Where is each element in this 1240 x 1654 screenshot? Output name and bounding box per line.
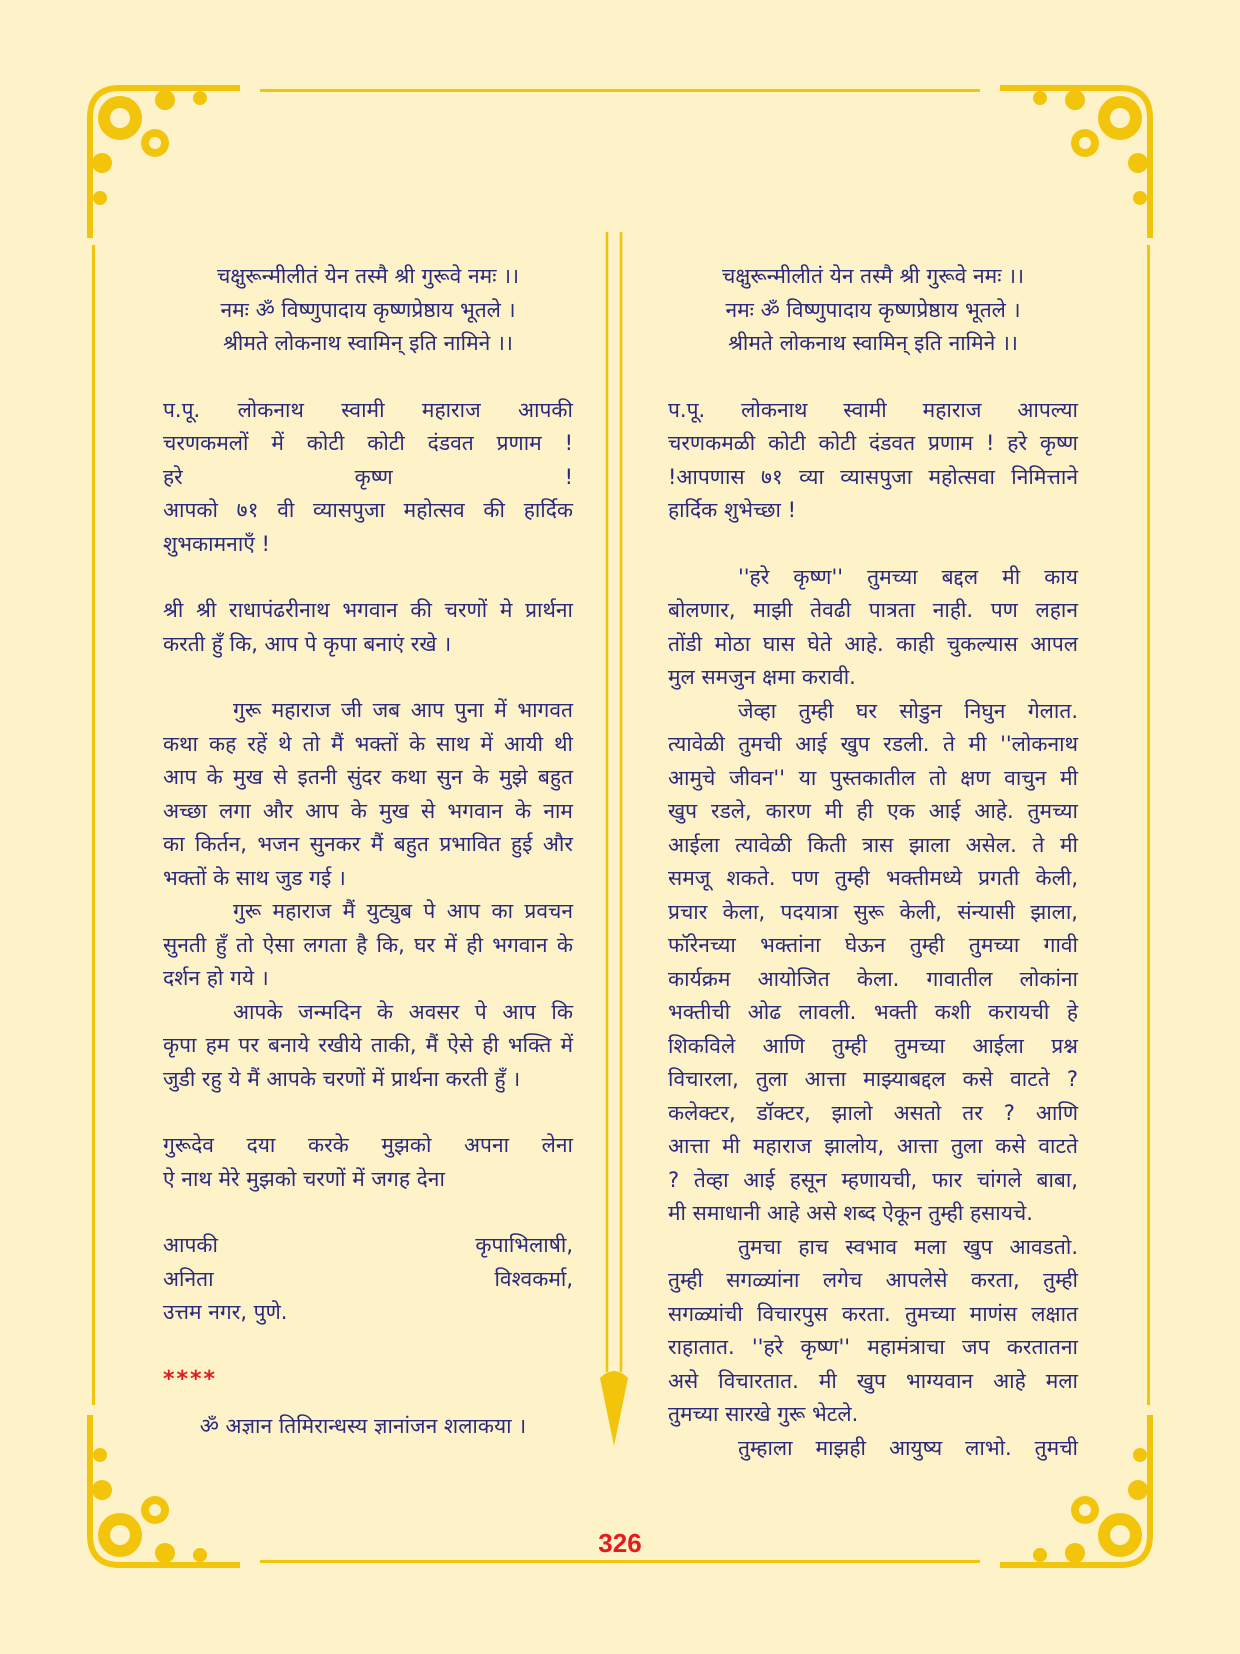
shloka-line: नमः ॐ विष्णुपादाय कृष्णप्रेष्ठाय भूतले । — [220, 297, 516, 322]
text-line: अच्छा लगा और आप के मुख से भगवान के नाम — [163, 798, 573, 823]
text-line: आत्ता मी महाराज झालोय, आत्ता तुला कसे वाटते — [668, 1134, 1078, 1158]
text-line: आपके जन्मदिन के अवसर पे आप कि — [233, 999, 573, 1024]
text-line: बोलणार, माझी तेवढी पात्रता नाही. पण लहान — [668, 598, 1078, 622]
paragraph — [668, 394, 1078, 528]
text-line: चरणकमलों में कोटी कोटी दंडवत प्रणाम ! — [163, 431, 573, 455]
paragraph — [163, 694, 573, 895]
text-line: आईला त्यावेळी किती त्रास झाला असेल. ते मी — [668, 832, 1078, 857]
text-line: दर्शन हो गये । — [163, 966, 269, 990]
text-line: मुल समजुन क्षमा करावी. — [668, 665, 856, 689]
text-line: मी समाधानी आहे असे शब्द ऐकून तुम्ही हसायचे. — [668, 1201, 1033, 1225]
text-line: जुडी रहु ये मैं आपके चरणों में प्रार्थना करती हुँ । — [163, 1066, 521, 1091]
text-line: प.पू. लोकनाथ स्वामी महाराज आपकी — [163, 397, 573, 422]
text-line: प्रचार केला, पदयात्रा सुरू केली, संन्यासी झाला, — [668, 899, 1078, 924]
text-line: शुभकामनाएँ ! — [163, 531, 270, 556]
border-right — [1147, 245, 1150, 1405]
text-line: कथा कह रहें थे तो मैं भक्तों के साथ में आयी थी — [163, 731, 573, 756]
text-line: आपको ७१ वी व्यासपुजा महोत्सव की हार्दिक — [163, 498, 573, 522]
text-line: चरणकमळी कोटी कोटी दंडवत प्रणाम ! हरे कृष्ण — [668, 431, 1078, 455]
border-left — [92, 245, 95, 1405]
closing-shloka: ॐ अज्ञान तिमिरान्धस्य ज्ञानांजन शलाकया । — [199, 1414, 527, 1438]
text-line: कृपा हम पर बनाये रखीये ताकी, मैं ऐसे ही भक्ति में — [163, 1033, 573, 1057]
text-line: तुमचा हाच स्वभाव मला खुप आवडतो. — [738, 1234, 1078, 1259]
text-line: त्यावेळी तुमची आई खुप रडली. ते मी ''लोकनाथ — [668, 732, 1078, 756]
text-line: उत्तम नगर, पुणे. — [163, 1300, 288, 1324]
text-line: तोंडी मोठा घास घेते आहे. काही चुकल्यास आपल — [668, 631, 1078, 656]
text-line: हार्दिक शुभेच्छा ! — [668, 498, 797, 522]
paragraph — [163, 394, 573, 562]
right-column-marathi — [668, 260, 1078, 1465]
text-line: जेव्हा तुम्ही घर सोडुन निघुन गेलात. — [738, 698, 1078, 723]
text-line: आप के मुख से इतनी सुंदर कथा सुन के मुझे बहुत — [163, 765, 573, 789]
paragraph — [163, 594, 573, 661]
text-line: ऐ नाथ मेरे मुझको चरणों में जगह देना — [163, 1166, 445, 1191]
paragraph — [163, 1229, 573, 1330]
text-line: तुमच्या सारखे गुरू भेटले. — [668, 1402, 859, 1426]
separator-stars: **** — [163, 1366, 218, 1392]
text-line: विचारला, तुला आत्ता माझ्याबद्दल कसे वाटते ? — [668, 1067, 1078, 1091]
text-line: सुनती हुँ तो ऐसा लगता है कि, घर में ही भगवान के — [163, 932, 573, 957]
paragraph — [163, 996, 573, 1097]
text-line: ? तेव्हा आई हसून म्हणायची, फार चांगले बाबा, — [668, 1167, 1078, 1192]
text-line: असे विचारतात. मी खुप भाग्यवान आहे मला — [668, 1368, 1078, 1393]
letter-body — [668, 394, 1078, 1466]
text-line: भक्तीची ओढ लावली. भक्ती कशी करायची हे — [668, 1000, 1078, 1024]
text-line: !आपणास ७१ व्या व्यासपुजा महोत्सवा निमित्ताने — [668, 464, 1078, 489]
floral-corner-ornament-icon — [990, 78, 1160, 248]
text-line: प.पू. लोकनाथ स्वामी महाराज आपल्या — [668, 397, 1078, 422]
text-line: का किर्तन, भजन सुनकर मैं बहुत प्रभावित हुई और — [163, 832, 573, 856]
page-number: 326 — [598, 1528, 642, 1558]
shloka-line: चक्षुरून्मीलीतं येन तस्मै श्री गुरूवे नमः ।। — [721, 264, 1025, 288]
paragraph — [668, 561, 1078, 695]
text-line: सगळ्यांची विचारपुस करता. तुमच्या माणंस लक्षात — [668, 1301, 1078, 1326]
text-line: खुप रडले, कारण मी ही एक आई आहे. तुमच्या — [668, 799, 1078, 823]
text-line: शिकविले आणि तुम्ही तुमच्या आईला प्रश्न — [668, 1033, 1078, 1058]
divider-drop-icon — [598, 1368, 630, 1448]
paragraph — [163, 895, 573, 996]
text-line: आमुचे जीवन'' या पुस्तकातील तो क्षण वाचुन मी — [668, 765, 1078, 790]
text-line: भक्तों के साथ जुड गई । — [163, 865, 346, 890]
opening-shloka — [163, 260, 573, 361]
text-line: ''हरे कृष्ण'' तुमच्या बद्दल मी काय — [738, 564, 1078, 589]
text-line: गुरू महाराज जी जब आप पुना में भागवत — [233, 698, 573, 722]
text-line: समजू शकते. पण तुम्ही भक्तीमध्ये प्रगती केली, — [668, 866, 1078, 890]
left-column-hindi — [163, 260, 573, 1444]
paragraph — [668, 695, 1078, 1231]
paragraph — [668, 1432, 1078, 1466]
text-line: कार्यक्रम आयोजित केला. गावातील लोकांना — [668, 966, 1078, 991]
text-line: तुम्ही सगळ्यांना लगेच आपलेसे करता, तुम्ही — [668, 1268, 1078, 1292]
floral-corner-ornament-icon — [80, 78, 250, 248]
paragraph — [163, 1129, 573, 1196]
text-line: आपकी कृपाभिलाषी, — [163, 1233, 573, 1257]
shloka-line: चक्षुरून्मीलीतं येन तस्मै श्री गुरूवे नमः ।। — [216, 264, 520, 288]
text-line: श्री श्री राधापंढरीनाथ भगवान की चरणों मे प्रार्थना — [163, 598, 573, 622]
letter-body — [163, 394, 573, 1330]
shloka-line: नमः ॐ विष्णुपादाय कृष्णप्रेष्ठाय भूतले । — [725, 297, 1021, 322]
column-divider — [603, 232, 625, 1382]
shloka-line: श्रीमते लोकनाथ स्वामिन् इति नामिने ।। — [728, 331, 1018, 355]
paragraph — [668, 1231, 1078, 1432]
border-top — [260, 89, 980, 92]
shloka-line: श्रीमते लोकनाथ स्वामिन् इति नामिने ।। — [223, 331, 513, 355]
text-line: करती हुँ कि, आप पे कृपा बनाएं रखे । — [163, 631, 452, 656]
text-line: गुरू महाराज मैं युट्युब पे आप का प्रवचन — [233, 899, 573, 923]
text-line: तुम्हाला माझही आयुष्य लाभो. तुमची — [738, 1435, 1078, 1460]
border-bottom — [260, 1560, 980, 1563]
text-line: अनिता विश्वकर्मा, — [163, 1266, 573, 1291]
text-line: राहातात. ''हरे कृष्ण'' महामंत्राचा जप करतातना — [668, 1335, 1078, 1359]
text-line: गुरूदेव दया करके मुझको अपना लेना — [163, 1133, 573, 1157]
text-line: फॉरेनच्या भक्तांना घेऊन तुम्ही तुमच्या गावी — [668, 933, 1078, 957]
text-line: हरे कृष्ण ! — [163, 464, 573, 489]
text-line: कलेक्टर, डॉक्टर, झालो असतो तर ? आणि — [668, 1100, 1078, 1125]
opening-shloka — [668, 260, 1078, 361]
